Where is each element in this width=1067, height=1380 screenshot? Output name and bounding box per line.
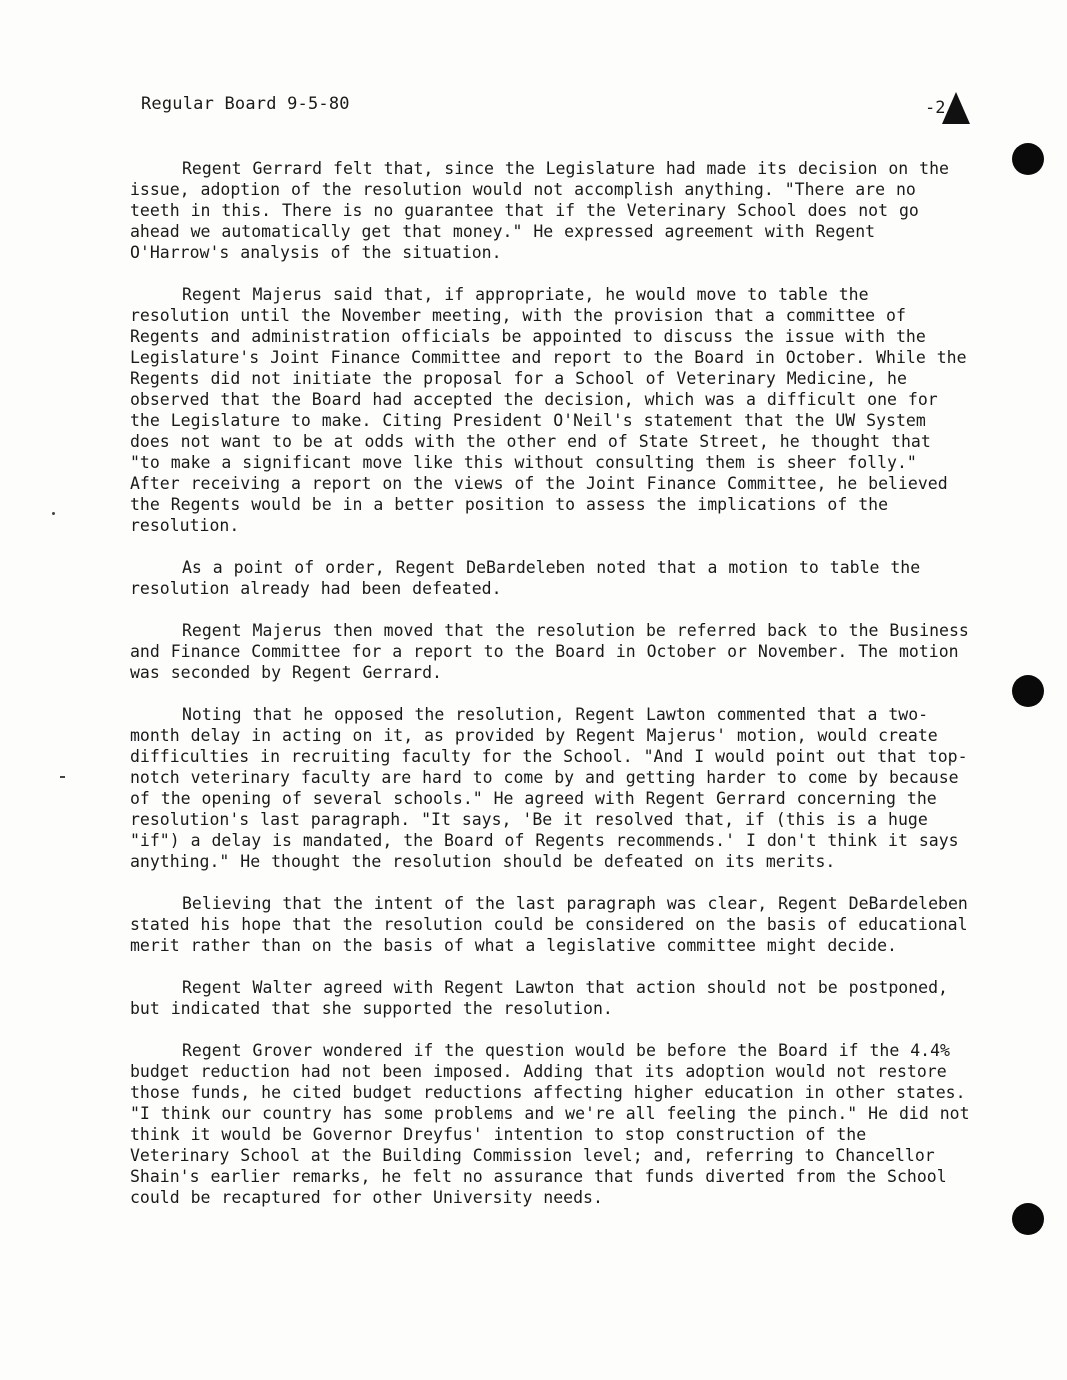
scan-speck [60, 776, 65, 778]
paragraph-grover: Regent Grover wondered if the question would be before the Board if the 4.4% budget reduction had not been imposed. Adding that its adoption would not restore those funds, he cited budget reductions affecting higher education in other states. "I think our country has some problems and we're all feeling the pinch." He did not think it would be Governor Dreyfus' intention to stop construction of the Veterinary School at the Building Commission level; and, referring to Chancellor Shain's earlier remarks, he felt no assurance that funds diverted from the School could be recaptured for other University needs. [130, 1041, 970, 1207]
paragraph-majerus-motion: Regent Majerus then moved that the resolution be referred back to the Business and Finance Committee for a report to the Board in October or November. The motion was seconded by Regent Gerrard. [130, 621, 969, 682]
paragraph-majerus-table: Regent Majerus said that, if appropriate, he would move to table the resolution until the November meeting, with the provision that a committee of Regents and administration officials be appointed to discuss the issue with the Legislature's Joint Finance Committee and report to the Board in October. While the Regents did not initiate the proposal for a School of Veterinary Medicine, he observed that the Board had accepted the decision, which was a difficult one for the Legislature to make. Citing President O'Neil's statement that the UW System does not want to be at odds with the other end of State Street, he thought that "to make a significant move like this without consulting them is sheer folly." After receiving a report on the views of the Joint Finance Committee, he believed the Regents would be in a better position to assess the implications of the resolution. [130, 285, 967, 535]
scan-speck [52, 512, 55, 515]
punch-hole-top [1012, 143, 1044, 175]
document-body [130, 158, 970, 1229]
paragraph-debardeleben: Believing that the intent of the last paragraph was clear, Regent DeBardeleben stated his hope that the resolution could be considered on the basis of educational merit rather than on the basis of what a legislative committee might decide. [130, 894, 968, 955]
paragraph-lawton: Noting that he opposed the resolution, Regent Lawton commented that a two-month delay in acting on it, as provided by Regent Majerus' motion, would create difficulties in recruiting faculty for the School. "And I would point out that top-notch veterinary faculty are hard to come by and getting harder to come by because of the opening of several schools." He agreed with Regent Gerrard concerning the resolution's last paragraph. "It says, 'Be it resolved that, if (this is a huge "if") a delay is mandated, the Board of Regents recommends.' I don't think it says anything." He thought the resolution should be defeated on its merits. [130, 705, 968, 871]
punch-hole-middle [1012, 675, 1044, 707]
page-corner-mark [942, 92, 970, 124]
paragraph-gerrard: Regent Gerrard felt that, since the Legislature had made its decision on the issue, adoption of the resolution would not accomplish anything. "There are no teeth in this. There is no guarantee that if the Veterinary School does not go ahead we automatically get that money." He expressed agreement with Regent O'Harrow's analysis of the situation. [130, 159, 949, 262]
document-header-title: Regular Board 9-5-80 [141, 94, 350, 114]
paragraph-point-of-order: As a point of order, Regent DeBardeleben noted that a motion to table the resolution already had been defeated. [130, 558, 921, 598]
punch-hole-bottom [1012, 1203, 1044, 1235]
page-number: -2 [925, 98, 946, 118]
paragraph-walter: Regent Walter agreed with Regent Lawton that action should not be postponed, but indicated that she supported the resolution. [130, 978, 948, 1018]
